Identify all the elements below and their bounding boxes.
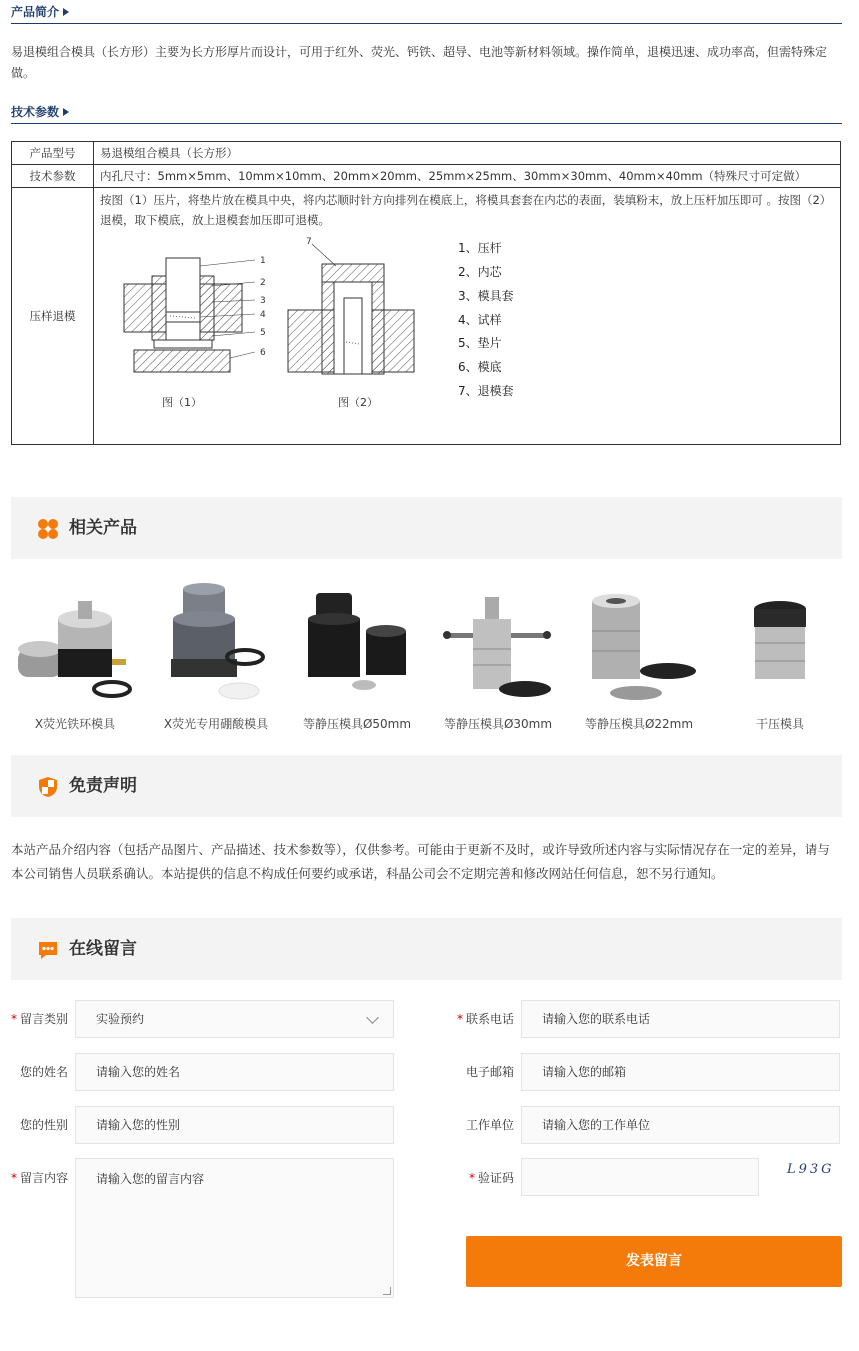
product-name[interactable]: X荧光铁环模具 [34,717,116,731]
name-input[interactable]: 请输入您的姓名 [75,1053,394,1091]
figure-2 [288,237,414,409]
spec-table [11,141,841,445]
mold-ring-image[interactable] [12,579,138,705]
captcha-image[interactable]: L93G [787,1162,835,1177]
chat-bubble-icon [37,939,59,961]
mold-diagram [100,236,530,426]
fig1-num-6: 6 [260,348,266,358]
email-input[interactable]: 请输入您的邮箱 [521,1053,840,1091]
spec-key: 产品型号 [12,142,94,165]
product-card[interactable] [717,579,843,731]
intro-section-header [11,2,842,24]
fig1-num-2: 2 [260,278,266,288]
spec-value: 易退模组合模具（长方形） [94,142,841,165]
fig1-num-4: 4 [260,310,266,320]
captcha-input[interactable] [521,1158,759,1196]
company-input[interactable]: 请输入您的工作单位 [521,1106,840,1144]
spec-key: 压样退模 [12,188,94,445]
legend-item: 3、模具套 [458,289,514,303]
fig1-caption: 图（1） [162,396,202,409]
mold-50-image[interactable] [294,579,420,705]
gender-input[interactable]: 请输入您的性别 [75,1106,394,1144]
disclaimer-title: 免责声明 [69,776,137,796]
product-card[interactable] [153,579,279,731]
captcha-label: * 验证码 [468,1171,514,1185]
phone-input[interactable]: 请输入您的联系电话 [521,1000,840,1038]
email-label: 电子邮箱 [465,1065,514,1079]
product-card[interactable] [294,579,420,731]
mold-boric-image[interactable] [153,579,279,705]
spec-value: 按图（1）压片，将垫片放在模具中央，将内芯顺时针方向排列在模底上，将模具套套在内芯的表面，装填粉末，放上压杆加压即可 。按图（2）退模，取下模底，放上退模套加压即可退模。 [100,193,832,227]
table-row [12,165,841,188]
product-name[interactable]: 等静压模具Ø22mm [584,717,694,731]
fig1-num-3: 3 [260,296,266,306]
spec-value: 内孔尺寸：5mm×5mm、10mm×10mm、20mm×20mm、25mm×25mm、30mm×30mm、40mm×40mm（特殊尺寸可定做） [94,165,841,188]
legend-item: 7、退模套 [458,384,514,398]
product-card[interactable] [435,579,561,731]
category-select[interactable]: 实验预约 [75,1000,394,1038]
product-name[interactable]: 等静压模具Ø50mm [302,717,412,731]
triangle-right-icon [63,108,69,116]
legend-item: 2、内芯 [458,265,502,279]
clover-icon [37,518,59,540]
spec-procedure-cell [94,188,841,445]
submit-button[interactable]: 发表留言 [466,1236,842,1287]
legend-item: 4、试样 [458,313,502,327]
product-card[interactable] [12,579,138,731]
fig2-num-7: 7 [306,237,312,247]
message-title: 在线留言 [69,939,137,959]
mold-22-image[interactable] [576,579,702,705]
name-label: 您的姓名 [19,1065,68,1079]
intro-section-title: 产品简介 [11,5,60,19]
legend-item: 5、垫片 [458,336,502,350]
category-label: * 留言类别 [10,1012,68,1026]
intro-text: 易退模组合模具（长方形）主要为长方形厚片而设计，可用于红外、荧光、钙铁、超导、电池等新材料领域。操作简单，退模迅速、成功率高，但需特殊定做。 [11,45,828,80]
params-section-header [11,102,842,124]
product-name[interactable]: 等静压模具Ø30mm [443,717,553,731]
figure-legend [458,240,514,398]
company-label: 工作单位 [465,1118,514,1132]
related-products-title: 相关产品 [69,518,137,538]
message-textarea[interactable]: 请输入您的留言内容 [75,1158,394,1298]
disclaimer-banner [11,755,842,817]
legend-item: 1、压杆 [458,241,502,255]
chevron-down-icon [366,1011,379,1024]
fig1-num-5: 5 [260,328,266,338]
spec-key: 技术参数 [12,165,94,188]
related-products-banner [11,497,842,559]
fig2-caption: 图（2） [338,396,378,409]
product-name[interactable]: 干压模具 [755,717,804,731]
shield-icon [37,776,59,798]
product-card[interactable] [576,579,702,731]
triangle-right-icon [63,8,69,16]
phone-label: * 联系电话 [456,1012,514,1026]
table-row [12,188,841,445]
message-label: * 留言内容 [10,1171,68,1185]
mold-dry-image[interactable] [717,579,843,705]
gender-label: 您的性别 [19,1118,68,1132]
params-section-title: 技术参数 [11,105,60,119]
figure-1 [124,256,266,409]
table-row [12,142,841,165]
product-name[interactable]: X荧光专用硼酸模具 [163,717,269,731]
message-banner [11,918,842,980]
disclaimer-text: 本站产品介绍内容（包括产品图片、产品描述、技术参数等），仅供参考。可能由于更新不及时，或许导致所述内容与实际情况存在一定的差异，请与本公司销售人员联系确认。本站提供的信息不构成任何要约或承诺，科晶公司会不定期完善和修改网站任何信息，恕不另行通知。 [11,842,830,881]
fig1-num-1: 1 [260,256,266,266]
mold-30-image[interactable] [435,579,561,705]
resize-handle-icon[interactable] [383,1287,391,1295]
legend-item: 6、模底 [458,360,502,374]
